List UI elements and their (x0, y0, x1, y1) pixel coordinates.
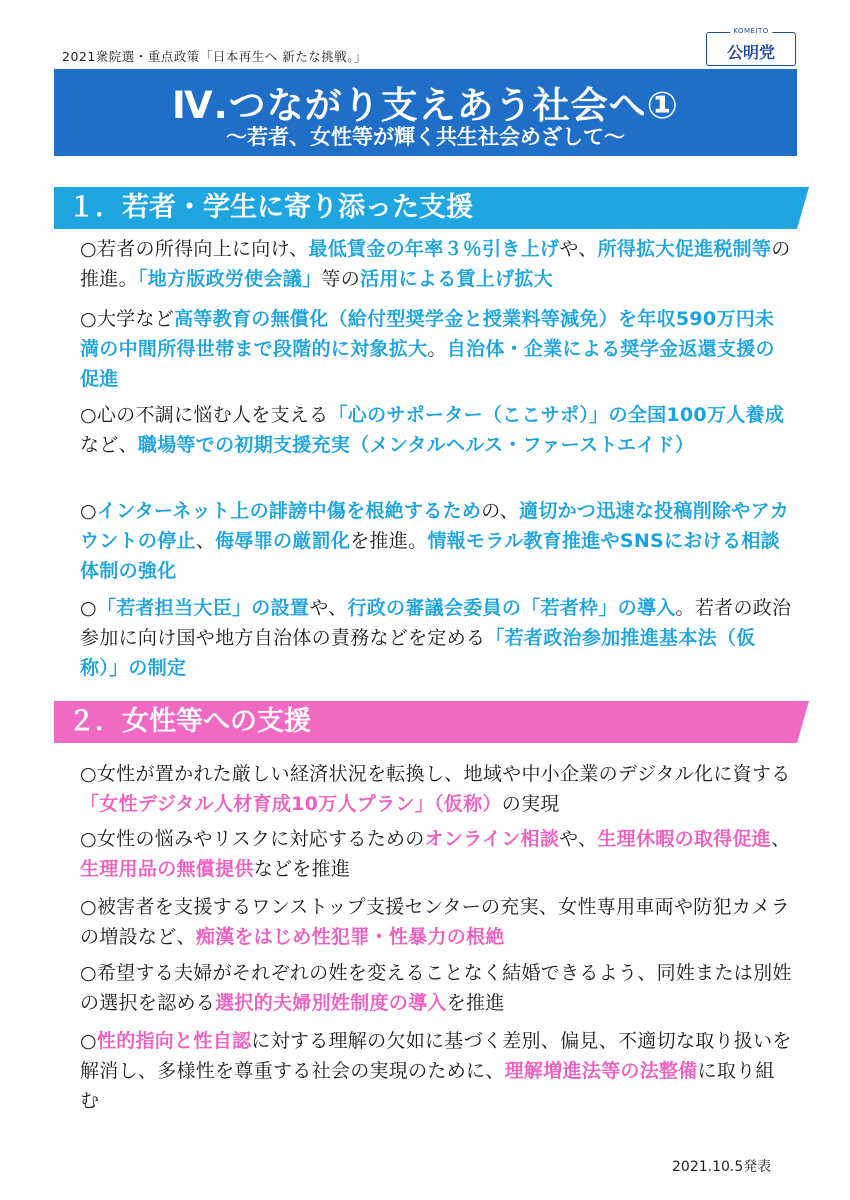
highlighted-text: 所得拡大促進税制等 (597, 238, 772, 260)
section2-item (80, 958, 792, 1018)
body-text: を推進。 (350, 530, 428, 552)
logo-small-text: KOMEITO (730, 27, 772, 35)
highlighted-text: 性的指向と性自認 (96, 1030, 252, 1052)
highlighted-text: 職場等での初期支援充実（メンタルヘルス・ファーストエイド） (137, 434, 695, 456)
body-text: 。 (427, 338, 447, 360)
section1-item (80, 234, 792, 294)
body-text: の、 (481, 500, 520, 522)
highlighted-text: オンライン相談 (424, 828, 560, 850)
body-text: ○希望する夫婦がそれぞれの姓を変えることなく結婚できるよう、同姓または別姓の選択を認める (80, 962, 792, 1014)
section1-item (80, 496, 792, 586)
highlighted-text: インターネット上の誹謗中傷を根絶するため (96, 500, 482, 522)
body-text: ○心の不調に悩む人を支える (80, 404, 329, 426)
body-text: 、 (771, 828, 791, 850)
section2-item (80, 892, 792, 952)
highlighted-text: 痴漢をはじめ性犯罪・性暴力の根絶 (195, 926, 505, 948)
highlighted-text: 侮辱罪の厳罰化 (215, 530, 351, 552)
body-text: の推進。 (80, 238, 791, 290)
section1-heading-tail (797, 187, 809, 229)
section1-heading-text: １．若者・学生に寄り添った支援 (68, 192, 473, 223)
highlighted-text: 自治体・企業による奨学金返還支援の促進 (80, 338, 775, 390)
highlighted-text: 情報モラル教育推進やSNSにおける相談体制の強化 (80, 530, 780, 582)
body-text: 等の (321, 268, 361, 290)
body-text: に取り組む (80, 1060, 775, 1112)
highlighted-text: 「女性デジタル人材育成10万人プラン」（仮称） (80, 793, 502, 815)
body-text: や、 (559, 238, 598, 260)
body-text: の実現 (501, 793, 560, 815)
section1-item (80, 400, 792, 460)
highlighted-text: 行政の審議会委員の「若者枠」の導入 (347, 597, 676, 619)
page-title: Ⅳ.つながり支えあう社会へ① (171, 84, 680, 127)
highlighted-text: 適切かつ迅速な投稿削除やアカウントの停止 (80, 500, 790, 552)
section1-heading (54, 187, 797, 229)
body-text: 、 (195, 530, 216, 552)
body-text: ○女性の悩みやリスクに対応するための (80, 828, 425, 850)
body-text: 。若者の政治参加に向け国や地方自治体の責務などを定める (80, 597, 792, 649)
highlighted-text: 「若者政治参加推進基本法（仮称）」の制定 (80, 627, 756, 679)
highlighted-text: 選択的夫婦別姓制度の導入 (215, 992, 447, 1014)
highlighted-text: 生理休暇の取得促進 (597, 828, 772, 850)
body-text: ○被害者を支援するワンストップ支援センターの充実、女性専用車両や防犯カメラの増設など、 (80, 896, 790, 948)
highlighted-text: 「若者担当大臣」の設置 (96, 597, 310, 619)
body-text: ○女性が置かれた厳しい経済状況を転換し、地域や中小企業のデジタル化に資する (80, 763, 791, 785)
body-text: ○ (80, 1030, 97, 1052)
body-text: などを推進 (253, 858, 351, 880)
body-text: を推進 (446, 992, 505, 1014)
section2-heading-tail (797, 701, 809, 743)
highlighted-text: 「心のサポーター（ここサポ）」の全国100万人養成 (328, 404, 785, 426)
body-text: に対する理解の欠如に基づく差別、偏見、不適切な取り扱いを解消し、多様性を尊重する社会の実現のために、 (80, 1030, 792, 1082)
section2-item (80, 759, 792, 819)
logo-main-text: 公明党 (726, 43, 775, 62)
section2-heading (54, 701, 797, 743)
body-text: や、 (309, 597, 348, 619)
page-subtitle: 〜若者、女性等が輝く共生社会めざして〜 (226, 125, 625, 149)
body-text: ○ (80, 597, 97, 619)
release-date: 2021.10.5発表 (672, 1159, 772, 1175)
body-text: ○大学など (80, 308, 175, 330)
highlighted-text: 最低賃金の年率３％引き上げ (308, 238, 560, 260)
section2-item (80, 1026, 792, 1116)
section2-heading-text: ２．女性等への支援 (68, 706, 311, 737)
section2-item (80, 824, 792, 884)
highlighted-text: 活用による賃上げ拡大 (360, 268, 554, 290)
highlighted-text: 生理用品の無償提供 (80, 858, 254, 880)
highlighted-text: 理解増進法等の法整備 (504, 1060, 698, 1082)
body-text: ○若者の所得向上に向け、 (80, 238, 309, 260)
body-text: など、 (80, 434, 138, 456)
body-text: や、 (559, 828, 598, 850)
title-banner (54, 69, 797, 156)
header-kicker: 2021衆院選・重点政策「日本再生へ 新たな挑戦。」 (62, 49, 368, 64)
highlighted-text: 高等教育の無償化（給付型奨学金と授業料等減免）を年収590万円未満の中間所得世帯まで段階的に対象拡大 (80, 308, 775, 360)
section1-item (80, 593, 792, 683)
body-text: ○ (80, 500, 97, 522)
highlighted-text: 「地方版政労使会議」 (137, 268, 322, 290)
komeito-logo (706, 27, 796, 66)
section1-item (80, 304, 792, 394)
